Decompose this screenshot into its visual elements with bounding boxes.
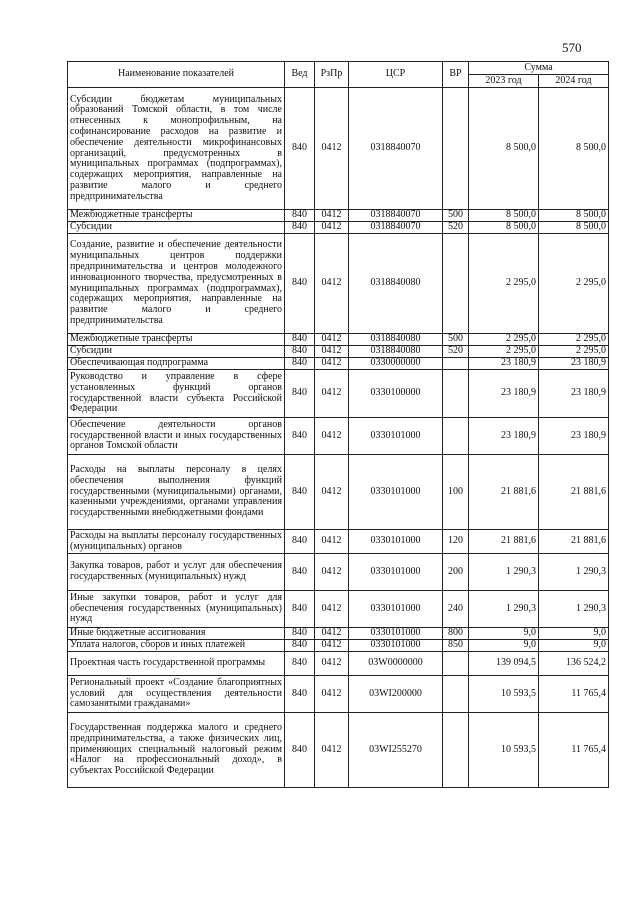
row-ved: 840 [285, 591, 315, 628]
header-ved: Вед [285, 62, 315, 88]
table-row [68, 222, 609, 234]
row-csr: 0318840070 [349, 210, 443, 222]
table-row [68, 554, 609, 591]
table-body [68, 88, 609, 788]
row-csr: 0330000000 [349, 358, 443, 370]
row-ved: 840 [285, 358, 315, 370]
row-vr: 520 [443, 346, 469, 358]
table-row [68, 676, 609, 713]
row-amount-2024: 136 524,2 [539, 652, 609, 676]
row-amount-2023: 23 180,9 [469, 358, 539, 370]
row-ved: 840 [285, 88, 315, 210]
row-amount-2024: 11 765,4 [539, 713, 609, 788]
row-amount-2024: 1 290,3 [539, 554, 609, 591]
row-rzpr: 0412 [315, 713, 349, 788]
table-row [68, 418, 609, 455]
row-rzpr: 0412 [315, 210, 349, 222]
header-year-2024: 2024 год [539, 75, 609, 88]
row-vr [443, 88, 469, 210]
row-amount-2024: 23 180,9 [539, 418, 609, 455]
table-row [68, 713, 609, 788]
row-name: Межбюджетные трансферты [68, 210, 285, 222]
row-rzpr: 0412 [315, 234, 349, 334]
row-vr [443, 652, 469, 676]
row-vr: 500 [443, 334, 469, 346]
row-amount-2024: 8 500,0 [539, 222, 609, 234]
row-amount-2024: 21 881,6 [539, 530, 609, 554]
header-rzpr: РзПр [315, 62, 349, 88]
header-name: Наименование показателей [68, 62, 285, 88]
row-name: Субсидии [68, 346, 285, 358]
row-rzpr: 0412 [315, 676, 349, 713]
row-amount-2023: 23 180,9 [469, 418, 539, 455]
row-vr [443, 370, 469, 418]
row-csr: 03WI255270 [349, 713, 443, 788]
row-ved: 840 [285, 222, 315, 234]
row-name: Руководство и управление в сфере установленных функций органов государственной власти субъекта Российской Федерации [68, 370, 285, 418]
row-ved: 840 [285, 628, 315, 640]
row-csr: 0330101000 [349, 640, 443, 652]
row-amount-2024: 9,0 [539, 628, 609, 640]
row-amount-2023: 8 500,0 [469, 210, 539, 222]
row-name: Субсидии бюджетам муниципальных образований Томской области, в том числе отнесенных к монопрофильным, на софинансирование расходов на развитие и обеспечение деятельности микрофинансовых организаций, предусмотренных в муниципальных программах (подпрограммах), содержащих мероприятия, направленные на развитие малого и среднего предпринимательства [68, 88, 285, 210]
row-vr: 800 [443, 628, 469, 640]
row-name: Межбюджетные трансферты [68, 334, 285, 346]
table-row [68, 530, 609, 554]
row-amount-2024: 9,0 [539, 640, 609, 652]
row-amount-2024: 23 180,9 [539, 370, 609, 418]
row-amount-2023: 21 881,6 [469, 455, 539, 530]
row-ved: 840 [285, 554, 315, 591]
row-vr: 520 [443, 222, 469, 234]
row-ved: 840 [285, 652, 315, 676]
row-amount-2023: 10 593,5 [469, 713, 539, 788]
row-vr [443, 713, 469, 788]
row-name: Государственная поддержка малого и среднего предпринимательства, а также физических лиц, применяющих специальный налоговый режим «Налог на профессиональный доход», в субъектах Российской Федерации [68, 713, 285, 788]
row-vr: 500 [443, 210, 469, 222]
row-vr: 120 [443, 530, 469, 554]
row-amount-2023: 9,0 [469, 640, 539, 652]
header-vr: ВР [443, 62, 469, 88]
row-csr: 0330101000 [349, 554, 443, 591]
page-number: 570 [562, 40, 582, 55]
row-vr: 200 [443, 554, 469, 591]
row-name: Проектная часть государственной программы [68, 652, 285, 676]
row-amount-2023: 8 500,0 [469, 88, 539, 210]
row-vr: 240 [443, 591, 469, 628]
row-name: Расходы на выплаты персоналу государственных (муниципальных) органов [68, 530, 285, 554]
row-rzpr: 0412 [315, 370, 349, 418]
row-rzpr: 0412 [315, 88, 349, 210]
row-amount-2024: 23 180,9 [539, 358, 609, 370]
row-csr: 0330101000 [349, 530, 443, 554]
row-name: Уплата налогов, сборов и иных платежей [68, 640, 285, 652]
row-ved: 840 [285, 370, 315, 418]
header-sum: Сумма [469, 62, 609, 75]
table-row [68, 88, 609, 210]
table-row [68, 652, 609, 676]
row-csr: 03W0000000 [349, 652, 443, 676]
row-rzpr: 0412 [315, 334, 349, 346]
row-ved: 840 [285, 530, 315, 554]
row-csr: 0318840080 [349, 346, 443, 358]
row-csr: 0330101000 [349, 628, 443, 640]
row-amount-2023: 139 094,5 [469, 652, 539, 676]
row-ved: 840 [285, 234, 315, 334]
row-amount-2023: 9,0 [469, 628, 539, 640]
row-amount-2023: 2 295,0 [469, 234, 539, 334]
row-rzpr: 0412 [315, 455, 349, 530]
row-rzpr: 0412 [315, 591, 349, 628]
row-name: Обеспечение деятельности органов государственной власти и иных государственных органов Томской области [68, 418, 285, 455]
row-amount-2024: 11 765,4 [539, 676, 609, 713]
header-year-2023: 2023 год [469, 75, 539, 88]
row-csr: 0318840080 [349, 234, 443, 334]
row-name: Закупка товаров, работ и услуг для обеспечения государственных (муниципальных) нужд [68, 554, 285, 591]
row-amount-2023: 2 295,0 [469, 334, 539, 346]
row-amount-2024: 21 881,6 [539, 455, 609, 530]
row-vr: 100 [443, 455, 469, 530]
row-amount-2023: 1 290,3 [469, 591, 539, 628]
row-csr: 0330100000 [349, 370, 443, 418]
table-row [68, 455, 609, 530]
row-rzpr: 0412 [315, 652, 349, 676]
row-ved: 840 [285, 640, 315, 652]
row-vr [443, 676, 469, 713]
row-csr: 0330101000 [349, 418, 443, 455]
row-name: Создание, развитие и обеспечение деятельности муниципальных центров поддержки предпринимательства и центров молодежного инновационного творчества, предусмотренных в муниципальных программах (подпрограммах), содержащих мероприятия, направленные на развитие малого и среднего предпринимательства [68, 234, 285, 334]
row-rzpr: 0412 [315, 358, 349, 370]
row-amount-2024: 2 295,0 [539, 334, 609, 346]
table-row [68, 591, 609, 628]
table-row [68, 370, 609, 418]
row-rzpr: 0412 [315, 346, 349, 358]
row-rzpr: 0412 [315, 530, 349, 554]
table-row [68, 640, 609, 652]
row-name: Региональный проект «Создание благоприятных условий для осуществления деятельности самозанятыми гражданами» [68, 676, 285, 713]
row-name: Расходы на выплаты персоналу в целях обеспечения выполнения функций государственными (муниципальными) органами, казенными учреждениями, органами управления государственными внебюджетными фондами [68, 455, 285, 530]
row-ved: 840 [285, 713, 315, 788]
row-csr: 0318840070 [349, 88, 443, 210]
row-rzpr: 0412 [315, 222, 349, 234]
row-csr: 0318840070 [349, 222, 443, 234]
row-amount-2023: 1 290,3 [469, 554, 539, 591]
row-ved: 840 [285, 676, 315, 713]
table-row [68, 210, 609, 222]
table-row [68, 346, 609, 358]
row-vr [443, 418, 469, 455]
row-vr [443, 234, 469, 334]
row-name: Иные закупки товаров, работ и услуг для обеспечения государственных (муниципальных) нужд [68, 591, 285, 628]
row-vr [443, 358, 469, 370]
row-amount-2024: 8 500,0 [539, 88, 609, 210]
header-csr: ЦСР [349, 62, 443, 88]
row-ved: 840 [285, 334, 315, 346]
budget-table [67, 61, 609, 788]
table-row [68, 334, 609, 346]
row-amount-2023: 2 295,0 [469, 346, 539, 358]
row-amount-2023: 8 500,0 [469, 222, 539, 234]
row-name: Обеспечивающая подпрограмма [68, 358, 285, 370]
row-amount-2023: 21 881,6 [469, 530, 539, 554]
row-rzpr: 0412 [315, 628, 349, 640]
row-csr: 0330101000 [349, 455, 443, 530]
table-row [68, 234, 609, 334]
table-header [68, 62, 609, 88]
row-amount-2023: 10 593,5 [469, 676, 539, 713]
row-amount-2024: 2 295,0 [539, 234, 609, 334]
row-amount-2024: 1 290,3 [539, 591, 609, 628]
table-row [68, 358, 609, 370]
row-rzpr: 0412 [315, 640, 349, 652]
row-vr: 850 [443, 640, 469, 652]
row-amount-2024: 2 295,0 [539, 346, 609, 358]
row-name: Иные бюджетные ассигнования [68, 628, 285, 640]
row-ved: 840 [285, 455, 315, 530]
row-ved: 840 [285, 210, 315, 222]
table-row [68, 628, 609, 640]
row-csr: 0330101000 [349, 591, 443, 628]
row-name: Субсидии [68, 222, 285, 234]
row-ved: 840 [285, 346, 315, 358]
row-csr: 03WI200000 [349, 676, 443, 713]
row-ved: 840 [285, 418, 315, 455]
row-csr: 0318840080 [349, 334, 443, 346]
row-amount-2023: 23 180,9 [469, 370, 539, 418]
row-rzpr: 0412 [315, 554, 349, 591]
row-amount-2024: 8 500,0 [539, 210, 609, 222]
row-rzpr: 0412 [315, 418, 349, 455]
